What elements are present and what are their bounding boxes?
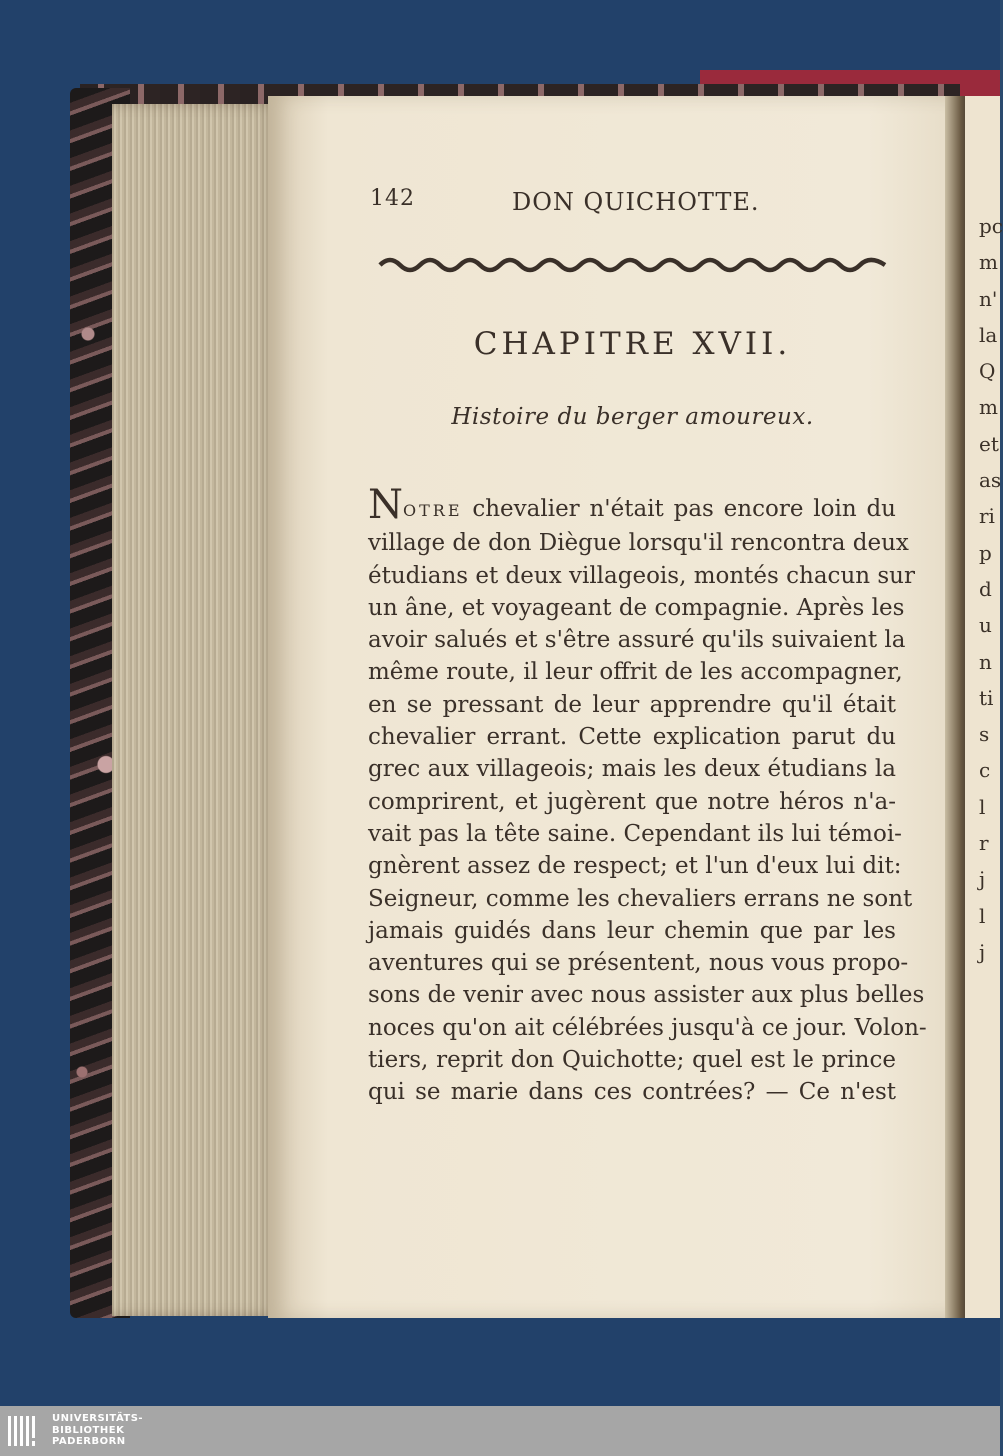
facing-page-fragment: n'	[979, 286, 998, 311]
library-name-line: UNIVERSITÄTS-	[52, 1413, 144, 1424]
facing-page-fragment: m	[979, 395, 998, 420]
facing-page-fragment: as	[979, 468, 1002, 493]
chapter-body-text	[368, 482, 927, 1109]
facing-page-fragment: j	[979, 939, 986, 964]
facing-page-fragment: d	[979, 576, 992, 601]
text-line: comprirent, et jugèrent que notre héros n'a-	[368, 788, 896, 815]
facing-page-fragments	[965, 208, 1003, 970]
small-caps-word: OTRE	[403, 501, 463, 520]
text-line: chevalier n'était pas encore loin du	[462, 496, 896, 522]
text-line: sons de venir avec nous assister aux plus belles	[368, 982, 925, 1009]
text-line: jamais guidés dans leur chemin que par les	[368, 917, 896, 944]
book-title: DON QUICHOTTE.	[512, 188, 760, 216]
text-line: qui se marie dans ces contrées? — Ce n'est	[368, 1079, 896, 1106]
facing-page-fragment: m	[979, 250, 998, 275]
text-line: gnèrent assez de respect; et l'un d'eux lui dit:	[368, 853, 902, 880]
drop-initial: N	[368, 482, 403, 528]
facing-page-fragment: n	[979, 649, 992, 674]
text-line: aventures qui se présentent, nous vous propo-	[368, 950, 909, 977]
text-line: chevalier errant. Cette explication parut du	[368, 724, 896, 751]
text-line: étudians et deux villageois, montés chacun sur	[368, 562, 915, 589]
chapter-heading: CHAPITRE XVII.	[473, 326, 792, 362]
facing-page-fragment: u	[979, 613, 992, 638]
text-line: en se pressant de leur apprendre qu'il était	[368, 691, 896, 718]
text-line: Seigneur, comme les chevaliers errans ne sont	[368, 885, 913, 912]
text-line: noces qu'on ait célébrées jusqu'à ce jour. Volon-	[368, 1014, 927, 1041]
library-name	[52, 1413, 143, 1448]
library-name-line: BIBLIOTHEK	[52, 1424, 125, 1436]
library-footer-bar	[0, 1406, 1000, 1456]
text-line: grec aux villageois; mais les deux étudians la	[368, 756, 896, 783]
library-logo-icon	[6, 1414, 46, 1448]
facing-page-fragment: l	[979, 794, 986, 819]
text-line: tiers, reprit don Quichotte; quel est le prince	[368, 1047, 896, 1074]
facing-page-fragment: r	[979, 831, 989, 856]
text-line: village de don Diègue lorsqu'il rencontra deux	[368, 530, 909, 557]
facing-page-fragment: et	[979, 431, 999, 456]
text-line: un âne, et voyageant de compagnie. Après les	[368, 594, 905, 621]
library-name-line: PADERBORN	[52, 1436, 126, 1447]
facing-page-fragment: pc	[979, 214, 1003, 238]
chapter-subtitle: Histoire du berger amoureux.	[451, 404, 814, 430]
page-block-edge	[112, 104, 280, 1316]
facing-page-fragment: s	[979, 722, 990, 747]
wave-rule-ornament	[380, 252, 885, 278]
page-number: 142	[370, 186, 415, 211]
facing-page-fragment: c	[979, 758, 991, 783]
facing-page-fragment: ti	[979, 685, 994, 710]
text-line: vait pas la tête saine. Cependant ils lui témoi-	[368, 820, 902, 847]
running-head	[370, 186, 890, 226]
facing-page-fragment: l	[979, 903, 986, 928]
facing-page-edge	[965, 96, 1003, 1318]
facing-page-fragment: ri	[979, 504, 995, 529]
facing-page-fragment: j	[979, 867, 986, 892]
text-line: même route, il leur offrit de les accompagner,	[368, 659, 903, 686]
facing-page-fragment: la	[979, 322, 998, 347]
facing-page-fragment: Q	[979, 359, 996, 384]
text-line-first	[368, 482, 896, 528]
facing-page-fragment: p	[979, 540, 992, 565]
text-line: avoir salués et s'être assuré qu'ils suivaient la	[368, 627, 906, 654]
